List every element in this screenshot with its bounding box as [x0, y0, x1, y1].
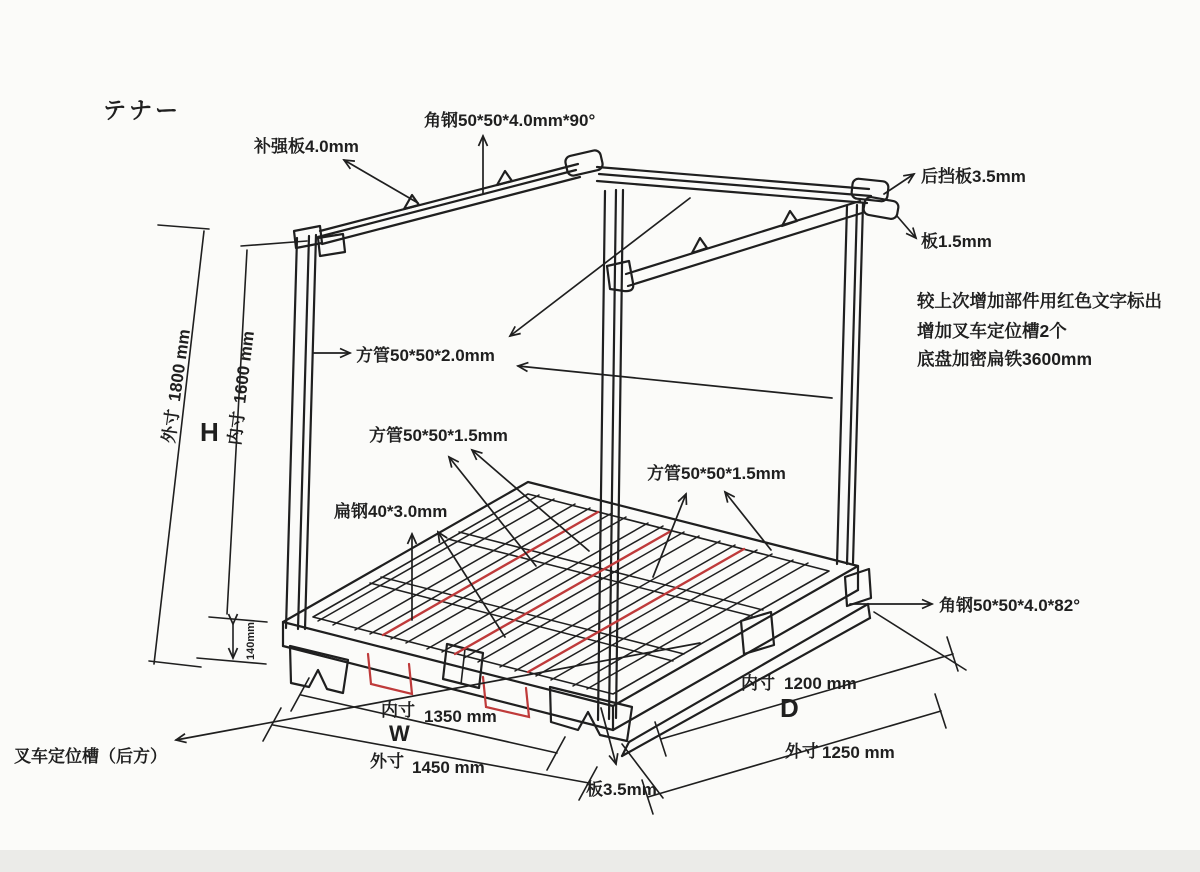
rear-right-post: [837, 204, 863, 564]
left-post: [286, 226, 345, 629]
dim-depth-outer-label: 外寸: [785, 742, 819, 761]
gusset-plate: [497, 171, 512, 185]
dim-width-outer-value: 1450 mm: [412, 758, 485, 777]
label-rear-panel: 后挡板3.5mm: [921, 167, 1026, 186]
dim-letter-w: W: [389, 721, 410, 746]
leader-flat-steel-b: [438, 532, 505, 637]
dim-width-inner-value: 1350 mm: [424, 707, 497, 726]
dim-height-inner: 内寸1600 mm: [225, 329, 258, 447]
dim-depth-inner-value: 1200 mm: [784, 674, 857, 693]
frame-structure: [283, 149, 899, 756]
label-reinforce-plate: 补强板4.0mm: [254, 137, 359, 156]
dim-letter-d: D: [780, 693, 799, 723]
dim-depth-inner-label: 内寸: [741, 674, 775, 693]
leader-lines: [176, 136, 932, 764]
gusset-plate: [692, 238, 707, 253]
leader-square-tube-20-b: [510, 198, 690, 336]
label-square-tube-20: 方管50*50*2.0mm: [356, 346, 495, 365]
labels: [14, 97, 1162, 799]
leader-square-tube-20-c: [518, 366, 832, 398]
dim-base-height: 140mm: [245, 622, 257, 660]
label-forklift-slot-rear: 叉车定位槽（后方）: [14, 747, 167, 766]
dim-width-inner-label: 内寸: [381, 701, 415, 720]
dim-letter-h: H: [200, 417, 219, 447]
height-dimension: [149, 225, 307, 667]
leader-plate-15: [897, 216, 916, 238]
gusset-plate: [782, 211, 797, 226]
leader-reinforce-plate: [344, 160, 418, 203]
dim-depth-outer-value: 1250 mm: [822, 743, 895, 762]
note-line-2: 增加叉车定位槽2个: [917, 321, 1067, 341]
label-angle-steel-top: 角钢50*50*4.0mm*90°: [424, 111, 596, 130]
label-plate-15: 板1.5mm: [921, 232, 992, 251]
note-line-1: 较上次增加部件用红色文字标出: [917, 291, 1162, 311]
drawing-title: テナー: [103, 97, 181, 123]
dim-height-outer: 外寸1800 mm: [159, 327, 194, 445]
paper-edge-shadow: [0, 850, 1200, 872]
leader-square-tube-15R-a: [653, 494, 686, 577]
rear-rail: [626, 196, 899, 286]
label-square-tube-15-left: 方管50*50*1.5mm: [369, 426, 508, 445]
revision-notes: [916, 291, 1162, 369]
label-angle-steel-base: 角钢50*50*4.0*82°: [939, 596, 1081, 615]
note-line-3: 底盘加密扁铁3600mm: [917, 349, 1093, 369]
dim-width-outer-label: 外寸: [370, 752, 404, 771]
width-dimension: [263, 678, 597, 800]
label-plate-35: 板3.5mm: [586, 780, 657, 799]
dimension-lines: [149, 136, 966, 814]
label-square-tube-15-right: 方管50*50*1.5mm: [647, 464, 786, 483]
top-horizontal-rail: [597, 167, 889, 203]
leader-square-tube-15R-b: [725, 492, 771, 550]
left-top-rail: [318, 149, 604, 244]
label-flat-steel: 扁钢40*3.0mm: [334, 502, 448, 521]
